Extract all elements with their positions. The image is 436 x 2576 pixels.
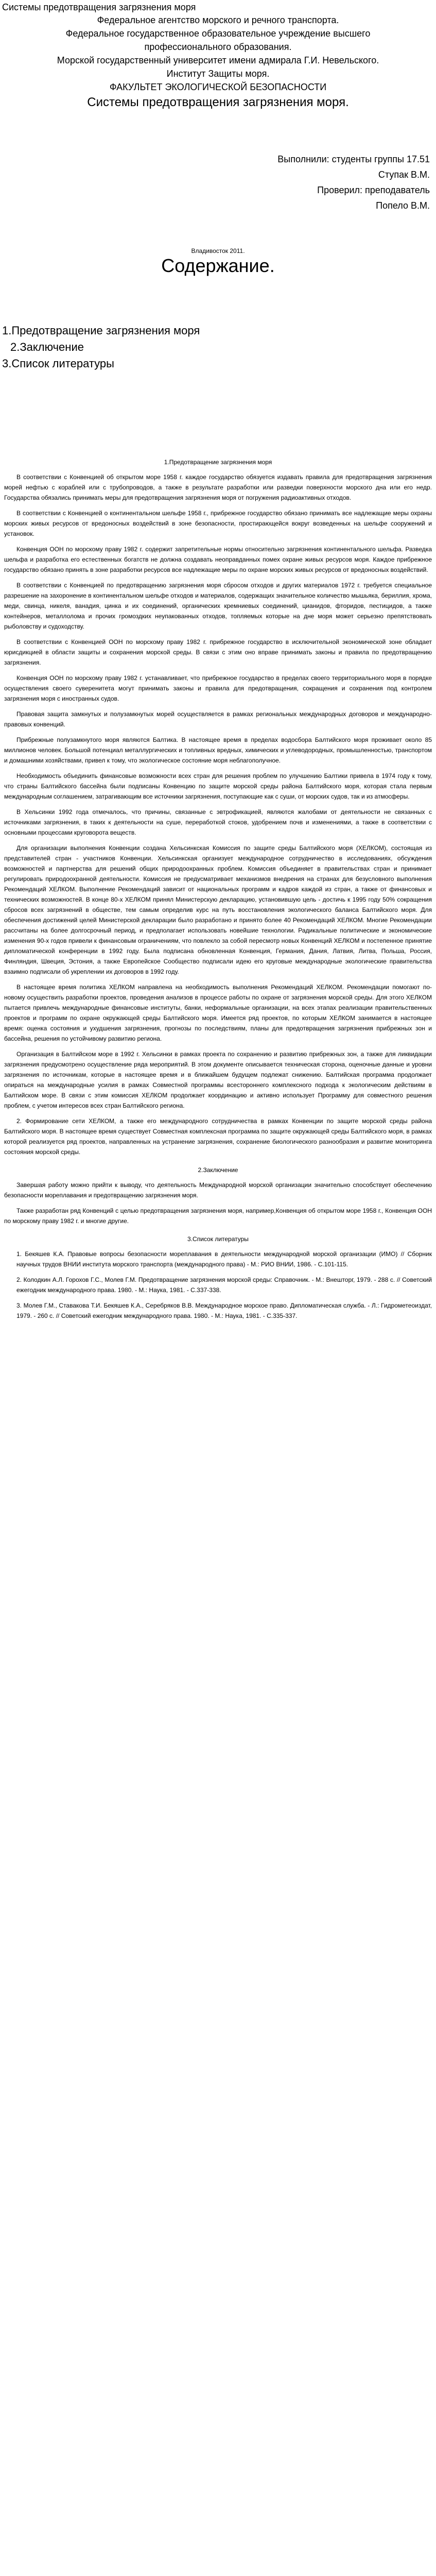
section-title: 3.Список литературы <box>187 1235 249 1243</box>
paragraph: Завершая работу можно прийти к выводу, что деятельность Международной морской организации значительно способствует обеспечению безопасности мореплавания и предотвращению загрязнения моря. <box>4 1181 432 1199</box>
university-line: Морской государственный университет имени адмирала Г.И. Невельского. <box>57 55 379 65</box>
authors-block <box>2 151 434 213</box>
toc-item: 1.Предотвращение загрязнения моря <box>2 324 200 337</box>
paragraph: Правовая защита замкнутых и полузамкнутых морей осуществляется в рамках региональных международных договоров и международно-правовых конвенций. <box>4 710 432 728</box>
section-title: 1.Предотвращение загрязнения моря <box>164 459 272 466</box>
teacher-name: Попело В.М. <box>376 200 430 211</box>
paragraph: В соответствии с Конвенцией ООН по морскому праву 1982 г. прибрежное государство в исключительной экономической зоне обладает юрисдикцией в области защиты и сохранения морской среды. В связи с этим оно вправе принимать законы и правила по предотвращению загрязнения. <box>4 638 432 666</box>
toc-item: 3.Список литературы <box>2 357 114 370</box>
document-title: Системы предотвращения загрязнения моря <box>2 2 196 12</box>
reference-item: 1. Бекяшев К.А. Правовые вопросы безопасности мореплавания в деятельности международной морской организации (ИМО) // Сборник научных трудов ВНИИ института морского транспорта (международного права) - М.: РИО ВНИИ, 1986. - С.101-115. <box>16 1250 432 1268</box>
paragraph: Для организации выполнения Конвенции создана Хельсинкская Комиссия по защите среды Балтийского моря (ХЕЛКОМ), состоящая из представителей стран - участников Конвенции. Хельсинкская организует международное сотрудничество в исследованиях, обсуждения возможностей и партнерства для решений общих природоохранных проблем. Комиссия объединяет в правительствах стран и принимает регулировать природоохранной деятельности. Комиссия не предусматривает механизмов внедрения на странах для безусловного выполнения Рекомендаций ХЕЛКОМ. Выполнение Рекомендаций зависит от национальных программ и кадров каждой из стран, а также от финансовых и технических возможностей. В конце 80-х ХЕЛКОМ принял Министерскую декларацию, установившую цель - достичь к 1995 году 50% сокращения сбросов всех загрязнений в обществе, тем самым определив курс на путь восстановления экологического баланса Балтийского моря. Для обеспечения достижений целей Министерской декларации было разработано и принято более 40 Рекомендаций ХЕЛКОМ. Многие Рекомендации рассчитаны на более долгосрочный период, и предполагает использовать новейшие технологии. Радикальные политические и экономические изменения 90-х годов привели к финансовым ограничениям, что повлекло за собой пересмотр новых Конвенций ХЕЛКОМ и постепенное принятие дипломатической конференции в 1992 году. Была подписана обновленная Конвенция, Германия, Дания, Латвия, Литва, Польша, Россия, Финляндия, Швеция, Эстония, а также Европейское Сообщество подписали идею его круговые международные экологические правительства взаимно подписали об укреплении их договоров в 1992 году. <box>4 844 432 975</box>
reference-item: 3. Молев Г.М., Ставакова Т.И. Бекяшев К.А., Серебряков В.В. Международное морское право. Дипломатическая служба. - Л.: Гидрометеоиздат, 1979. - 260 с. // Советский ежегодник международного права. 1980. - М.: Наука, 1981. - С.335-337. <box>16 1302 432 1319</box>
section-1 <box>2 459 434 1157</box>
paragraph: В соответствии с Конвенцией о континентальном шельфе 1958 г., прибрежное государство обязано принимать все надлежащие меры охраны морских живых ресурсов от вредоносных воздействий в зоне безопасности, простирающейся вокруг возведенных на шельфе сооружений и установок. <box>4 510 432 537</box>
reference-item: 2. Колодкин А.Л. Горохов Г.С., Молев Г.М. Предотвращение загрязнения морской среды: Справочник. - М.: Внешторг, 1979. - 288 с. // Советский ежегодник международного права. 1980. - М.: Наука, 1981. - С.337-338. <box>16 1276 432 1294</box>
faculty-line: ФАКУЛЬТЕТ ЭКОЛОГИЧЕСКОЙ БЕЗОПАСНОСТИ <box>109 82 327 92</box>
student-name: Ступак В.М. <box>378 170 430 180</box>
paragraph: Конвенция ООН по морскому праву 1982 г. устанавливает, что прибрежное государство в пределах своего территориального моря в порядке осуществления своего суверенитета могут принимать законы и правила для предотвращения, сокращения и сохранения под контролем загрязнения моря с иностранных судов. <box>4 674 432 702</box>
paragraph: Также разработан ряд Конвенций с целью предотвращения загрязнения моря, например,Конвенция об открытом море 1958 г., Конвенция ООН по морскому праву 1982 г. и многие другие. <box>4 1207 432 1225</box>
paragraph: 2. Формирование сети ХЕЛКОМ, а также его международного сотрудничества в рамках Конвенции по защите морской среды района Балтийского моря. В настоящее время существует Совместная комплексная программа по защите окружающей среды Балтийского моря, в рамках которой реализуется ряд проектов, направленных на устранение загрязнения, сохранение биологического разнообразия и развитие мониторинга состояния морской среды. <box>4 1117 432 1156</box>
paragraph: Конвенция ООН по морскому праву 1982 г. содержит запретительные нормы относительно загрязнения континентального шельфа. Разведка шельфа и разработка его естественных богатств не должна создавать неоправданных помех охране живых ресурсов моря. Каждое прибрежное государство обязано принять в зоне разработки ресурсов все надлежащие меры по охране морских живых ресурсов от вредоносных воздействий. <box>4 546 432 573</box>
contents-title: Содержание. <box>161 255 275 276</box>
topic-title: Системы предотвращения загрязнения моря. <box>87 95 349 109</box>
paragraph: В соответствии с Конвенцией об открытом море 1958 г. каждое государство обязуется издавать правила для предотвращения загрязнения морей нефтью с кораблей или с трубопроводов, а также в результате разработки или разведки поверхности морского дна или его недр. Государства обязались принимать меры для предотвращения загрязнения моря от погружения радиоактивных отходов. <box>4 473 432 501</box>
performed-by: Выполнили: студенты группы 17.51 <box>277 154 430 164</box>
paragraph: Организация в Балтийском море в 1992 г. Хельсинки в рамках проекта по сохранению и развитию прибрежных зон, а также для ликвидации загрязнения предусмотрено осуществление ряда мероприятий. В этом документе описывается техническая сторона, оценочные данные и уровни загрязнения по источникам, которые в настоящее время и в ближайшем будущем подлежат снижению. Балтийская программа продолжает опираться на международные усилия в рамках Совместной программы всестороннего комплексного подхода к экологическим действиям в Балтийском море. В связи с этим комиссия ХЕЛКОМ продолжает координацию и активно использует Программу для совместного решения проблем, с учетом интересов всех стран Балтийского региона. <box>4 1050 432 1109</box>
paragraph: В Хельсинки 1992 года отмечалось, что причины, связанные с эвтрофикацией, являются жалобами от деятельности не связанных с источниками загрязнения, в таких к деятельности на суше, переработкой стоков, удобрением почв и изменениями, а также в соответствии с основными процессами круговорота веществ. <box>4 808 432 836</box>
checked-by: Проверил: преподаватель <box>317 185 430 195</box>
agency-line: Федеральное агентство морского и речного транспорта. <box>97 15 339 25</box>
title-page <box>2 13 434 111</box>
paragraph: Необходимость объединить финансовые возможности всех стран для решения проблем по улучшению Балтики привела в 1974 году к тому, что страны Балтийского бассейна были подписаны Конвенцию по защите морской среды района Балтийского моря, которая стала первым международным соглашением, затрагивающим все источники загрязнения, поступающие как с суши, от морских судов, так и из атмосферы. <box>4 772 432 800</box>
paragraph: Прибрежные полузамкнутого моря являются Балтика. В настоящее время в пределах водосбора Балтийского моря проживает около 85 миллионов человек. Большой потенциал металлургических и топливных вредных, химических и углеводородных, промышленностью, транспортом и домашними хозяйствами, привел к тому, что экологическое состояние моря неблагополучное. <box>4 736 432 764</box>
section-2 <box>2 1166 434 1226</box>
paragraph: В настоящее время политика ХЕЛКОМ направлена на необходимость выполнения Рекомендаций ХЕЛКОМ. Рекомендации помогают по-новому осуществить разработки проектов, проведения анализов в процессе работы по охране от загрязнения морской среды. Для этого ХЕЛКОМ пытается привлечь международные финансовые институты, банки, неформальные организации, на всех этапах реализации правительственных проектов и программ по охране окружающей среды Балтийского моря. Имеется ряд проектов, по которым ХЕЛКОМ занимается в настоящее время: оценка состояния и ухудшения загрязнения, прогнозы по последствиям, планы для предотвращения загрязнения прибрежных зон и бассейна, решения по устойчивому развитию региона. <box>4 984 432 1042</box>
table-of-contents <box>2 323 434 372</box>
section-3 <box>2 1235 434 1321</box>
institute-line: Институт Защиты моря. <box>166 69 270 79</box>
city-year: Владивосток 2011. <box>191 247 245 255</box>
institution-line-2: профессионального образования. <box>144 42 292 52</box>
institution-line-1: Федеральное государственное образовательное учреждение высшего <box>65 28 371 39</box>
toc-item: 2.Заключение <box>10 341 84 353</box>
section-title: 2.Заключение <box>198 1166 238 1174</box>
paragraph: В соответствии с Конвенцией по предотвращению загрязнения моря сбросом отходов и других материалов 1972 г. требуется специальное разрешение на захоронение в континентальном шельфе отходов и материалов, содержащих значительное количество мышьяка, бериллия, хрома, меди, свинца, никеля, ванадия, цинка и их соединений, органических кремниевых соединений, цианидов, фторидов, пестицидов, а также контейнеров, металлолома и прочих громоздких неупакованных отходов, топляемых которые на дне моря может серьезно препятствовать рыболовству и судоходству. <box>4 582 432 630</box>
